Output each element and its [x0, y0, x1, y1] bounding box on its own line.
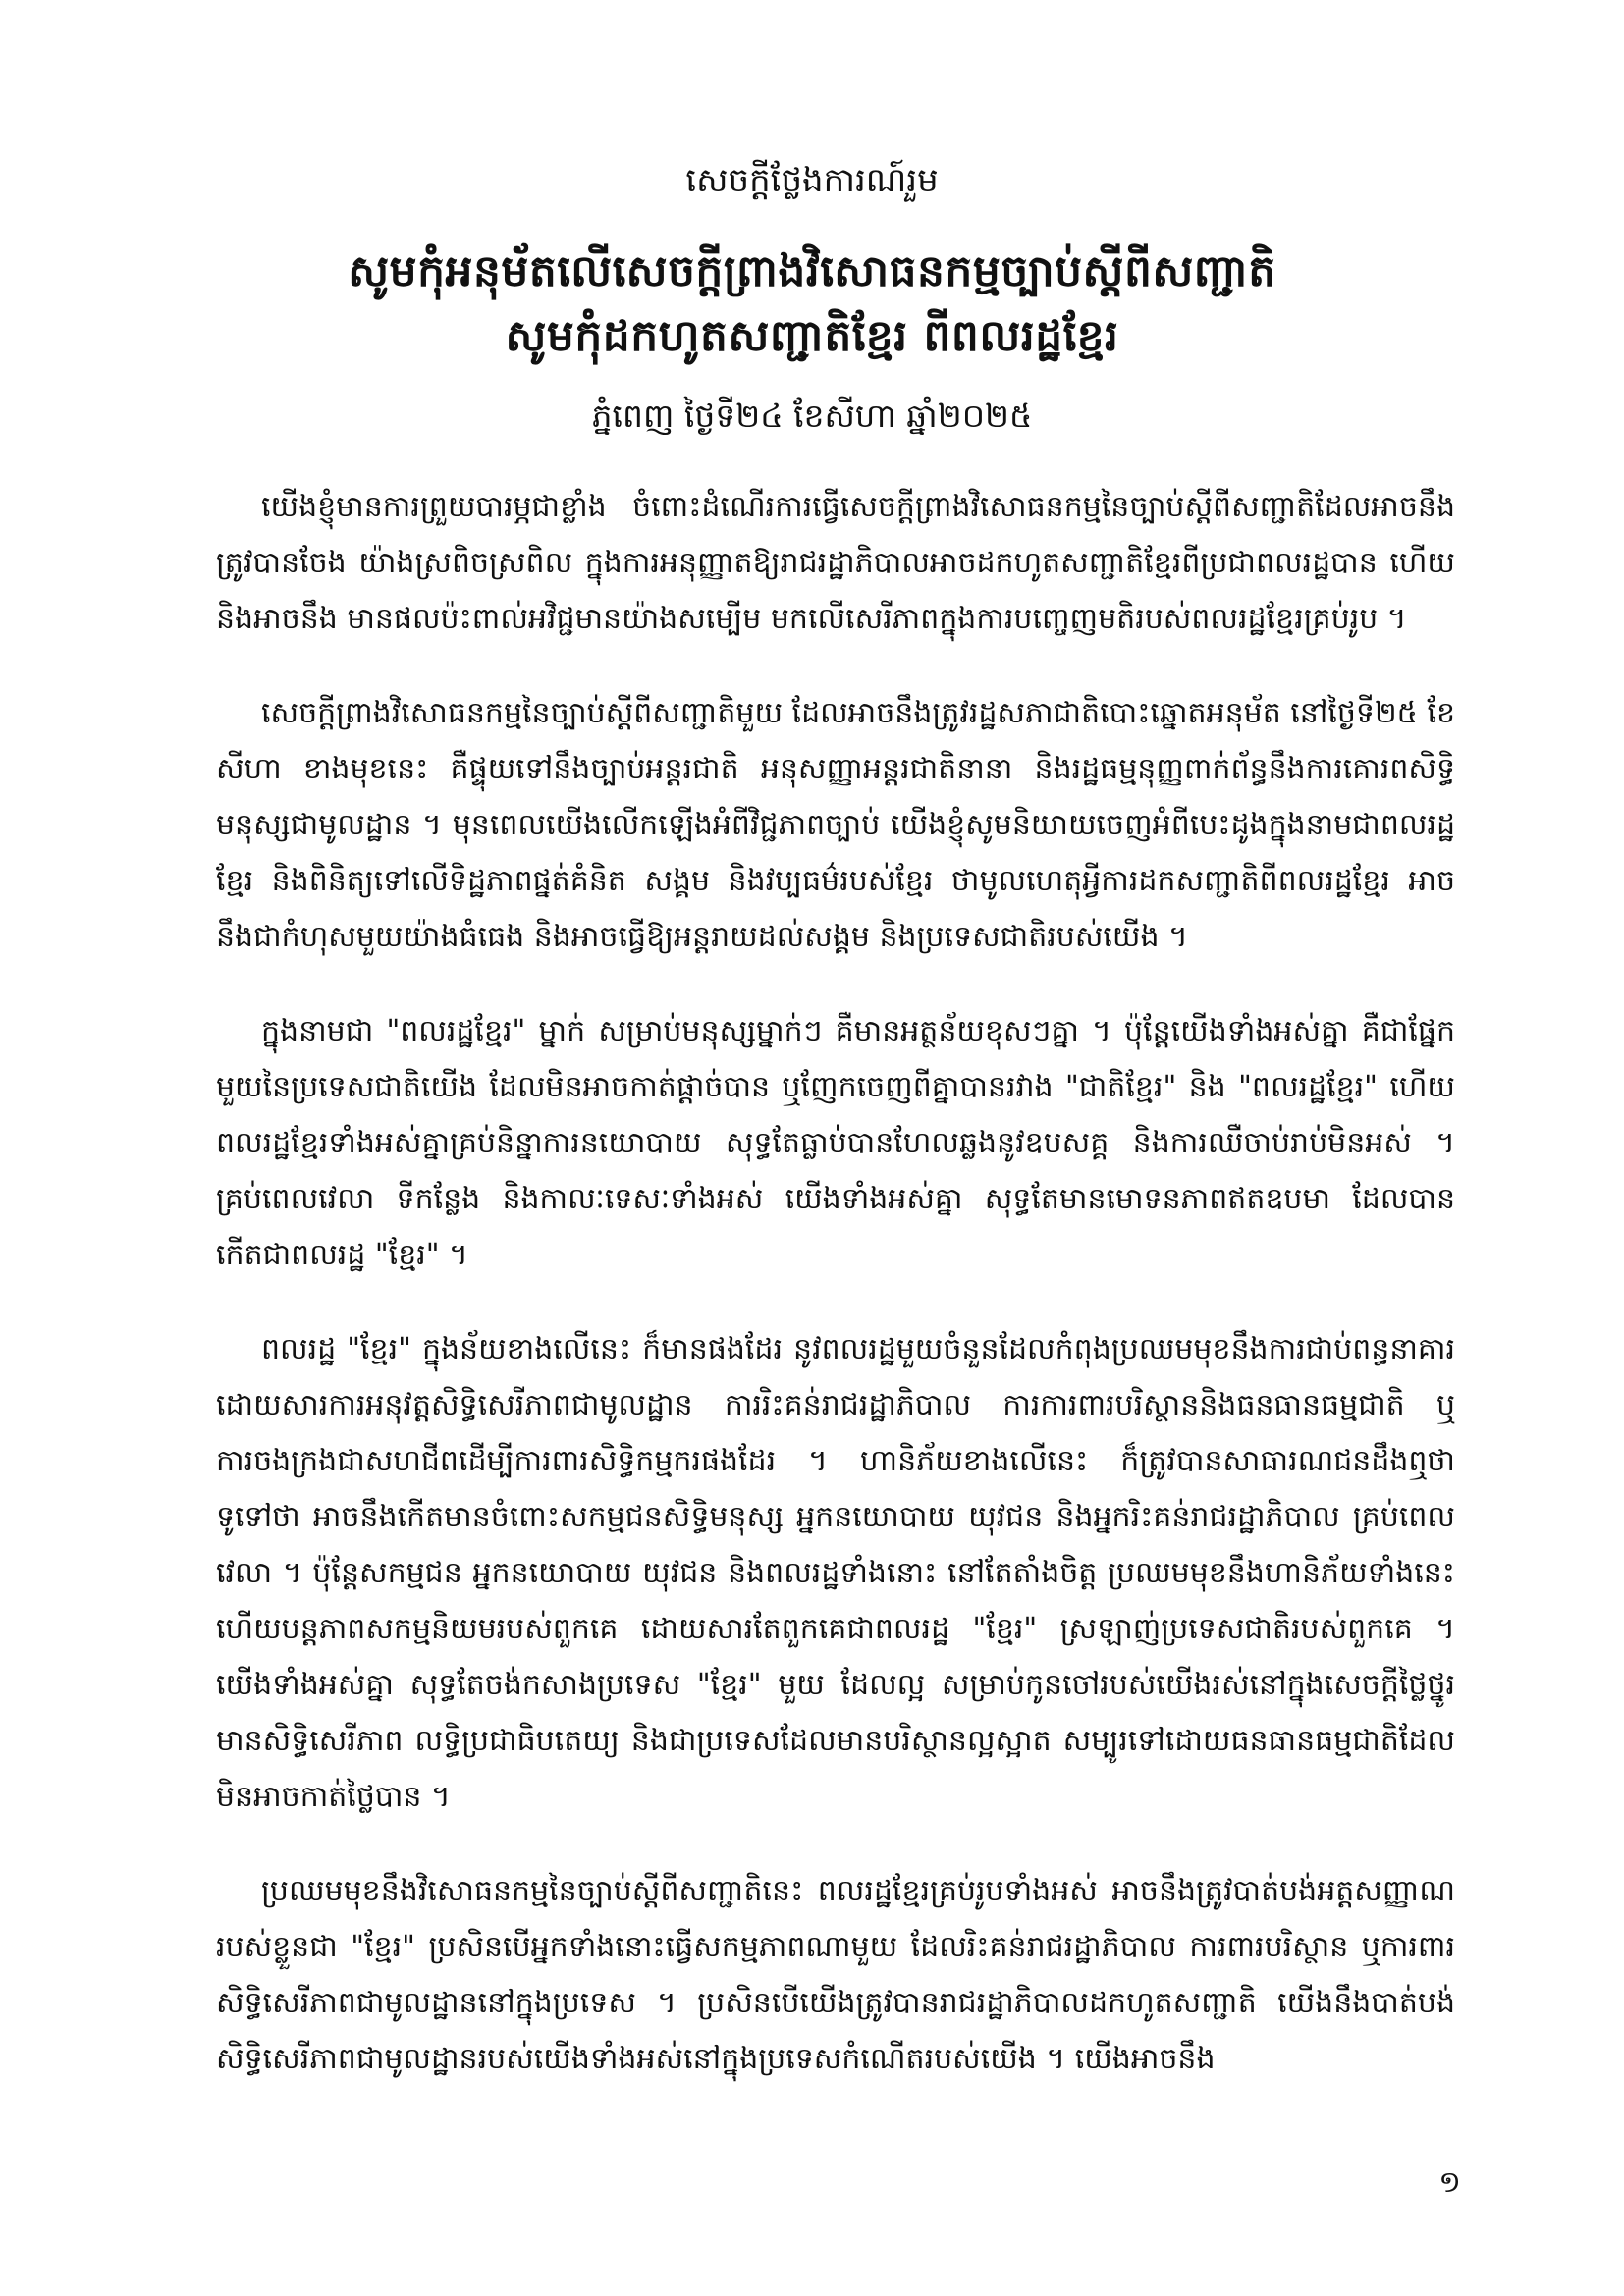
paragraph-1: យើងខ្ញុំមានការព្រួយបារម្ភជាខ្លាំង ចំពោះដំណើរការធ្វើសេចក្តីព្រាងវិសោធនកម្មនៃច្បាប់ស្តីពីសញ្ជាតិដែលអាចនឹងត្រូវបានចែង យ៉ាងស្រពិចស្រពិល ក្នុងការអនុញ្ញាតឱ្យរាជរដ្ឋាភិបាលអាចដកហូតសញ្ជាតិខ្មែរពីប្រជាពលរដ្ឋបាន ហើយនិងអាចនឹង មានផលប៉ះពាល់អវិជ្ជមានយ៉ាងសម្បើម មកលើសេរីភាពក្នុងការបញ្ចេញមតិរបស់ពលរដ្ឋខ្មែរគ្រប់រូប ។ — [216, 490, 1455, 636]
title-line-2: សូមកុំដកហូតសញ្ជាតិខ្មែរ ពីពលរដ្ឋខ្មែរ — [505, 311, 1119, 361]
paragraph-4: ពលរដ្ឋ "ខ្មែរ" ក្នុងន័យខាងលើនេះ ក៏មានផងដែរ នូវពលរដ្ឋមួយចំនួនដែលកំពុងប្រឈមមុខនឹងការជាប់ពន្ធនាគារ ដោយសារការអនុវត្តសិទ្ធិសេរីភាពជាមូលដ្ឋាន ការរិះគន់រាជរដ្ឋាភិបាល ការការពារបរិស្ថាននិងធនធានធម្មជាតិ ឬការចងក្រងជាសហជីពដើម្បីការពារសិទ្ធិកម្មករផងដែរ ។ ហានិភ័យខាងលើនេះ ក៏ត្រូវបានសាធារណជនដឹងឮថា ទូទៅថា អាចនឹងកើតមានចំពោះសកម្មជនសិទ្ធិមនុស្ស អ្នកនយោបាយ យុវជន និងអ្នករិះគន់រាជរដ្ឋាភិបាល គ្រប់ពេលវេលា ។ ប៉ុន្តែសកម្មជន អ្នកនយោបាយ យុវជន និងពលរដ្ឋទាំងនោះ នៅតែតាំងចិត្ត ប្រឈមមុខនឹងហានិភ័យទាំងនេះ ហើយបន្តភាពសកម្មនិយមរបស់ពួកគេ ដោយសារតែពួកគេជាពលរដ្ឋ "ខ្មែរ" ស្រឡាញ់ប្រទេសជាតិរបស់ពួកគេ ។ យើងទាំងអស់គ្នា សុទ្ធតែចង់កសាងប្រទេស "ខ្មែរ" មួយ ដែលល្អ សម្រាប់កូនចៅរបស់យើងរស់នៅក្នុងសេចក្តីថ្លៃថ្នូរ មានសិទ្ធិសេរីភាព លទ្ធិប្រជាធិបតេយ្យ និងជាប្រទេសដែលមានបរិស្ថានល្អស្អាត សម្បូរទៅដោយធនធានធម្មជាតិដែលមិនអាចកាត់ថ្លៃបាន ។ — [216, 1332, 1455, 1814]
date-line: ភ្នំពេញ ថ្ងៃទី២៤ ខែសីហា ឆ្នាំ២០២៥ — [591, 397, 1033, 435]
document-label: សេចក្តីថ្លែងការណ៍រួម — [685, 161, 939, 200]
title-line-1: សូមកុំអនុម័តលើសេចក្តីព្រាងវិសោធនកម្មច្បាប់ស្តីពីសញ្ជាតិ — [348, 246, 1276, 296]
document-body — [216, 479, 1455, 2125]
page-number: ១ — [1438, 2165, 1461, 2200]
paragraph-3: ក្នុងនាមជា "ពលរដ្ឋខ្មែរ" ម្នាក់ សម្រាប់មនុស្សម្នាក់ៗ គឺមានអត្ថន័យខុសៗគ្នា ។ ប៉ុន្តែយើងទាំងអស់គ្នា គឺជាផ្នែក មួយនៃប្រទេសជាតិយើង ដែលមិនអាចកាត់ផ្តាច់បាន ឬញែកចេញពីគ្នាបានរវាង "ជាតិខ្មែរ" និង "ពលរដ្ឋខ្មែរ" ហើយពលរដ្ឋខ្មែរទាំងអស់គ្នាគ្រប់និន្នាការនយោបាយ សុទ្ធតែធ្លាប់បានហែលឆ្លងនូវឧបសគ្គ និងការឈឺចាប់រាប់មិនអស់ ។ គ្រប់ពេលវេលា ទីកន្លែង និងកាលៈទេសៈទាំងអស់ យើងទាំងអស់គ្នា សុទ្ធតែមានមោទនភាពឥតឧបមា ដែលបានកើតជាពលរដ្ឋ "ខ្មែរ" ។ — [216, 1014, 1455, 1272]
paragraph-2: សេចក្តីព្រាងវិសោធនកម្មនៃច្បាប់ស្តីពីសញ្ជាតិមួយ ដែលអាចនឹងត្រូវរដ្ឋសភាជាតិបោះឆ្នោតអនុម័ត នៅថ្ងៃទី២៥ ខែសីហា ខាងមុខនេះ គឺផ្ទុយទៅនឹងច្បាប់អន្តរជាតិ អនុសញ្ញាអន្តរជាតិនានា និងរដ្ឋធម្មនុញ្ញពាក់ព័ន្ធនឹងការគោរពសិទ្ធិមនុស្សជាមូលដ្ឋាន ។ មុនពេលយើងលើកឡើងអំពីវិជ្ជភាពច្បាប់ យើងខ្ញុំសូមនិយាយចេញអំពីបេះដូងក្នុងនាមជាពលរដ្ឋខ្មែរ និងពិនិត្យទៅលើទិដ្ឋភាពផ្នត់គំនិត សង្គម និងវប្បធម៌របស់ខ្មែរ ថាមូលហេតុអ្វីការដកសញ្ជាតិពីពលរដ្ឋខ្មែរ អាចនឹងជាកំហុសមួយយ៉ាងធំធេង និងអាចធ្វើឱ្យអន្តរាយដល់សង្គម និងប្រទេសជាតិរបស់យើង ។ — [216, 696, 1456, 954]
document-title — [0, 240, 1624, 369]
paragraph-5: ប្រឈមមុខនឹងវិសោធនកម្មនៃច្បាប់ស្តីពីសញ្ជាតិនេះ ពលរដ្ឋខ្មែរគ្រប់រូបទាំងអស់ អាចនឹងត្រូវបាត់បង់អត្តសញ្ញាណ របស់ខ្លួនជា "ខ្មែរ" ប្រសិនបើអ្នកទាំងនោះធ្វើសកម្មភាពណាមួយ ដែលរិះគន់រាជរដ្ឋាភិបាល ការពារបរិស្ថាន ឬការពារសិទ្ធិសេរីភាពជាមូលដ្ឋាននៅក្នុងប្រទេស ។ ប្រសិនបើយើងត្រូវបានរាជរដ្ឋាភិបាលដកហូតសញ្ជាតិ យើងនឹងបាត់បង់សិទ្ធិសេរីភាពជាមូលដ្ឋានរបស់យើងទាំងអស់នៅក្នុងប្រទេសកំណើតរបស់យើង ។ យើងអាចនឹង — [216, 1874, 1455, 2076]
